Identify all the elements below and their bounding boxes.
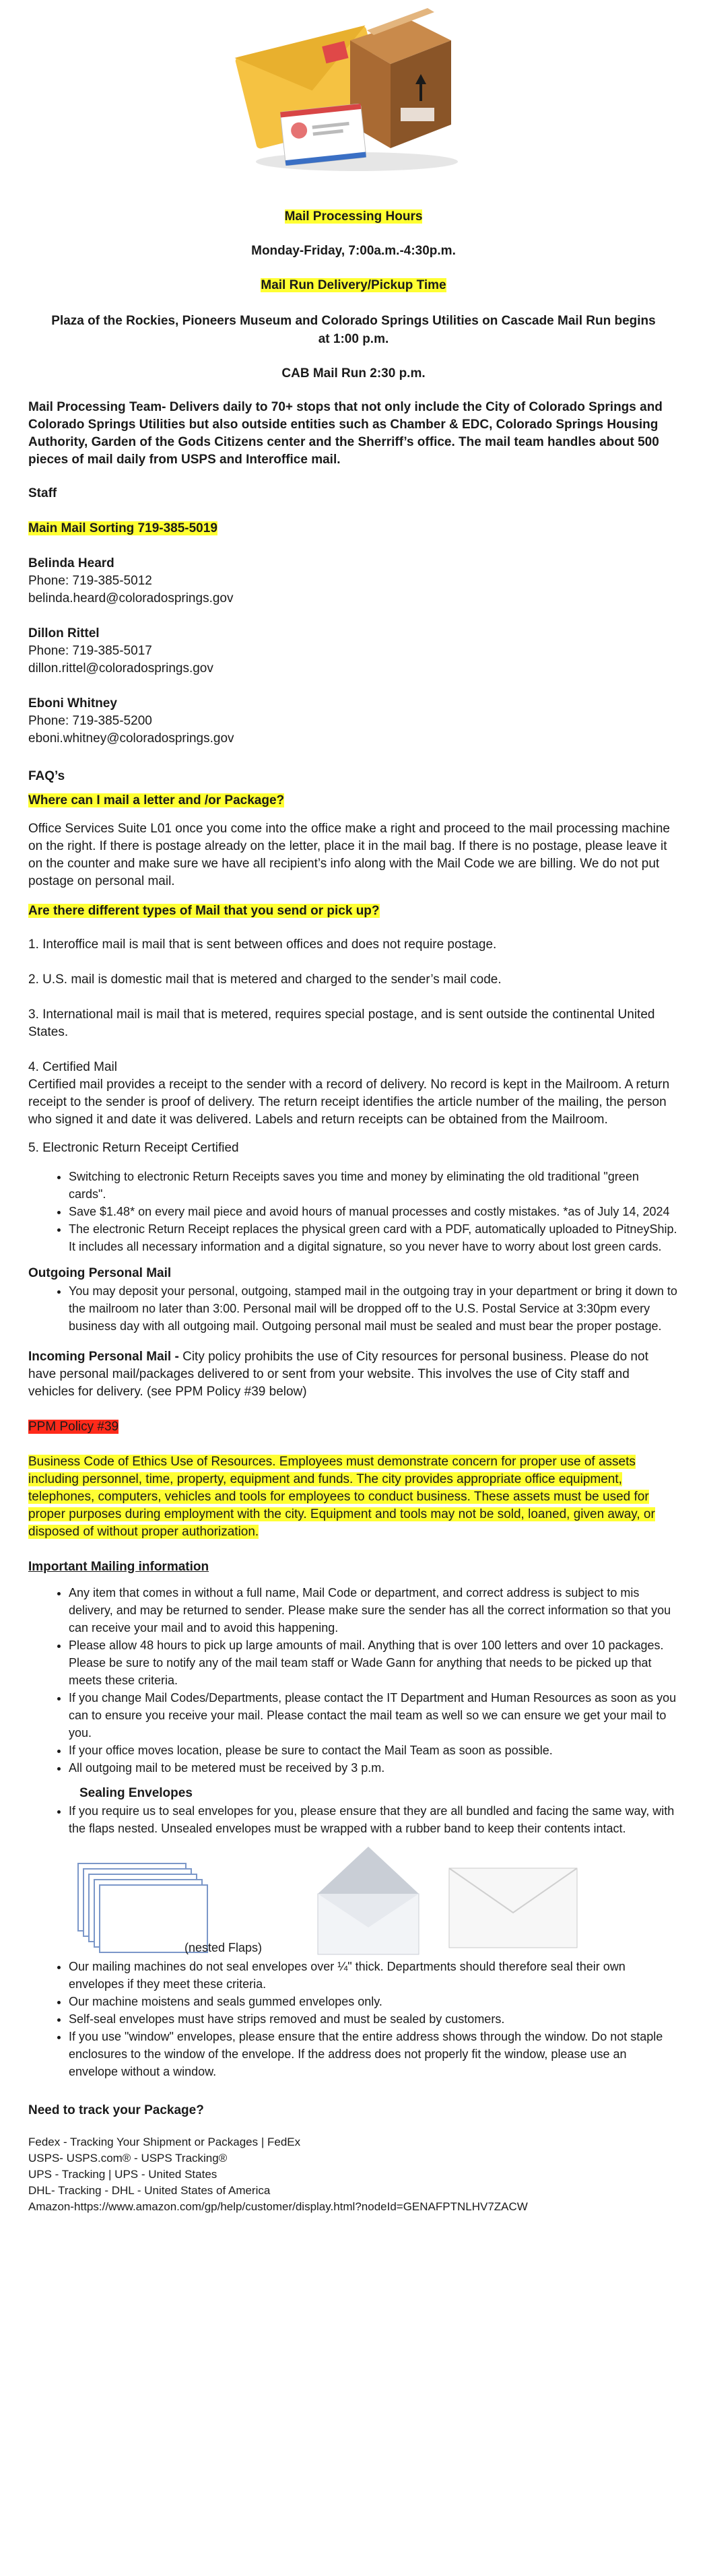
mail-type-certified-title: 4. Certified Mail bbox=[28, 1060, 117, 1074]
staff-phone: Phone: 719-385-5017 bbox=[28, 644, 152, 658]
staff-email[interactable]: eboni.whitney@coloradosprings.gov bbox=[28, 731, 234, 746]
important-list bbox=[28, 1584, 679, 1777]
staff-name: Eboni Whitney bbox=[28, 696, 117, 711]
envelope-images bbox=[28, 1847, 679, 1958]
important-heading: Important Mailing information bbox=[28, 1560, 209, 1574]
track-heading: Need to track your Package? bbox=[28, 2103, 204, 2117]
open-envelope-image bbox=[318, 1847, 419, 1954]
tracking-link-dhl[interactable]: DHL- Tracking - DHL - United States of America bbox=[28, 2184, 271, 2197]
tracking-links bbox=[28, 2134, 679, 2215]
run-title: Mail Run Delivery/Pickup Time bbox=[261, 278, 446, 292]
list-item: • If your office moves location, please be sure to contact the Mail Team as soon as possible. bbox=[69, 1742, 679, 1759]
tracking-link-fedex[interactable]: Fedex - Tracking Your Shipment or Packages | FedEx bbox=[28, 2136, 301, 2148]
list-item: • Our machine moistens and seals gummed envelopes only. bbox=[69, 1993, 679, 2010]
list-item: • Any item that comes in without a full name, Mail Code or department, and correct address is subject to mis delivery, and may be returned to sender. Please make sure the sender has all the correct information so that you can receive your mail and to avoid this happening. bbox=[69, 1584, 679, 1637]
sealing-list bbox=[28, 1802, 679, 1837]
staff-member bbox=[28, 625, 679, 678]
list-item: • If you require us to seal envelopes for you, please ensure that they are all bundled and facing the same way, with the flaps nested. Unsealed envelopes must be wrapped with a rubber band to keep their contents intact. bbox=[69, 1802, 679, 1837]
staff-name: Dillon Rittel bbox=[28, 626, 100, 640]
electronic-receipt-list bbox=[28, 1168, 679, 1255]
hours-days: Monday-Friday, 7:00a.m.-4:30p.m. bbox=[251, 244, 456, 258]
main-mail-sorting: Main Mail Sorting 719-385-5019 bbox=[28, 521, 217, 535]
mail-type-certified-body: Certified mail provides a receipt to the sender with a record of delivery. No record is kept in the Mailroom. A return receipt to the sender is proof of delivery. The return receipt identifies the article number of the mailing, the person who signed it and date it was delivered. Labels and return receipts can be obtained from the Mailroom. bbox=[28, 1078, 670, 1127]
staff-heading: Staff bbox=[28, 486, 57, 500]
list-item: • Switching to electronic Return Receipts saves you time and money by eliminating the old traditional "green cards". bbox=[69, 1168, 679, 1203]
incoming-paragraph bbox=[28, 1348, 679, 1401]
staff-member bbox=[28, 555, 679, 607]
incoming-text: City policy prohibits the use of City resources for personal business. Please do not have personal mail/packages delivered to or sent from your website. This involves the use of City staff and vehicles for delivery. (see PPM Policy #39 below) bbox=[28, 1350, 648, 1399]
staff-email[interactable]: dillon.rittel@coloradosprings.gov bbox=[28, 661, 213, 675]
cab-run: CAB Mail Run 2:30 p.m. bbox=[281, 366, 426, 381]
mail-illustration bbox=[0, 0, 707, 176]
list-item: • Please allow 48 hours to pick up large amounts of mail. Anything that is over 100 letters and over 10 packages. Please be sure to notify any of the mail team staff or Wade Gann for anything that needs to be picked up that meets these criteria. bbox=[69, 1637, 679, 1689]
list-item: • Save $1.48* on every mail piece and avoid hours of manual processes and costly mistakes. *as of July 14, 2024 bbox=[69, 1203, 679, 1220]
mail-type-us: 2. U.S. mail is domestic mail that is metered and charged to the sender’s mail code. bbox=[28, 972, 502, 987]
list-item: • All outgoing mail to be metered must be received by 3 p.m. bbox=[69, 1759, 679, 1777]
sealing-heading: Sealing Envelopes bbox=[79, 1786, 193, 1800]
closed-envelope-image bbox=[449, 1868, 577, 1948]
tracking-link-ups[interactable]: UPS - Tracking | UPS - United States bbox=[28, 2168, 217, 2181]
staff-email[interactable]: belinda.heard@coloradosprings.gov bbox=[28, 591, 234, 605]
faq-heading: FAQ’s bbox=[28, 769, 65, 783]
staff-name: Belinda Heard bbox=[28, 556, 114, 570]
tracking-link-amazon[interactable]: Amazon-https://www.amazon.com/gp/help/customer/display.html?nodeId=GENAFPTNLHV7ZACW bbox=[28, 2200, 528, 2213]
faq-question-1: Where can I mail a letter and /or Package? bbox=[28, 793, 285, 807]
staff-phone: Phone: 719-385-5012 bbox=[28, 574, 152, 588]
nested-envelopes-image bbox=[78, 1863, 207, 1952]
mail-type-interoffice: 1. Interoffice mail is mail that is sent between offices and does not require postage. bbox=[28, 937, 497, 952]
ppm-policy-text: Business Code of Ethics Use of Resources. Employees must demonstrate concern for proper use of assets including personnel, time, property, equipment and funds. The city provides appropriate office equipment, telephones, computers, vehicles and tools for employees to conduct business. These assets must be used for proper purposes during employment with the city. Equipment and tools may not be sold, loaned, given away, or disposed of without proper authorization. bbox=[28, 1455, 655, 1539]
mail-type-international: 3. International mail is mail that is metered, requires special postage, and is sent outside the continental United States. bbox=[28, 1008, 655, 1039]
faq-answer-1: Office Services Suite L01 once you come into the office make a right and proceed to the mail processing machine on the right. If there is postage already on the letter, place it in the mail bag. If there is no postage, please leave it on the counter and make sure we have all recipient’s info along with the Mail Code we are billing. We do not put postage on personal mail. bbox=[28, 822, 670, 888]
tracking-link-usps[interactable]: USPS- USPS.com® - USPS Tracking® bbox=[28, 2152, 228, 2165]
list-item: • The electronic Return Receipt replaces the physical green card with a PDF, automatically uploaded to PitneyShip. It includes all necessary information and a digital signature, so you never have to worry about lost green cards. bbox=[69, 1220, 679, 1255]
list-item: • You may deposit your personal, outgoing, stamped mail in the outgoing tray in your department or bring it down to the mailroom no later than 3:00. Personal mail will be dropped off to the U.S. Postal Service at 3:30pm every business day with all outgoing mail. Outgoing personal mail must be sealed and must bear the proper postage. bbox=[69, 1282, 679, 1335]
list-item: • Self-seal envelopes must have strips removed and must be sealed by customers. bbox=[69, 2010, 679, 2028]
list-item: • Our mailing machines do not seal envelopes over ¼" thick. Departments should therefore seal their own envelopes if they meet these criteria. bbox=[69, 1958, 679, 1993]
staff-phone: Phone: 719-385-5200 bbox=[28, 714, 152, 728]
machine-list bbox=[28, 1958, 679, 2080]
list-item: • If you use "window" envelopes, please ensure that the entire address shows through the window. Do not staple enclosures to the window of the envelope. If the address does not properly fit the window, please use an envelope without a window. bbox=[69, 2028, 679, 2080]
ppm-policy-label: PPM Policy #39 bbox=[28, 1420, 119, 1434]
hours-section bbox=[28, 207, 679, 383]
outgoing-list bbox=[28, 1282, 679, 1335]
staff-member bbox=[28, 695, 679, 748]
nested-flaps-caption: (nested Flaps) bbox=[184, 1941, 263, 1954]
faq-question-2: Are there different types of Mail that you send or pick up? bbox=[28, 904, 380, 918]
hours-title: Mail Processing Hours bbox=[284, 209, 423, 224]
list-item: • If you change Mail Codes/Departments, please contact the IT Department and Human Resources as soon as you can to ensure you receive your mail. Please contact the mail team as well so we can ensure we get your mail to you. bbox=[69, 1689, 679, 1742]
team-description: Mail Processing Team- Delivers daily to 70+ stops that not only include the City of Colorado Springs and Colorado Springs Utilities but also outside entities such as Chamber & EDC, Colorado Springs Housing Authority, Garden of the Gods Citizens center and the Sherriff’s office. The mail team handles about 500 pieces of mail daily from USPS and Interoffice mail. bbox=[28, 400, 663, 467]
outgoing-heading: Outgoing Personal Mail bbox=[28, 1266, 172, 1280]
mail-type-electronic-title: 5. Electronic Return Receipt Certified bbox=[28, 1141, 239, 1155]
run-description: Plaza of the Rockies, Pioneers Museum and Colorado Springs Utilities on Cascade Mail Run begins at 1:00 p.m. bbox=[51, 314, 656, 346]
incoming-label: Incoming Personal Mail - bbox=[28, 1350, 179, 1364]
